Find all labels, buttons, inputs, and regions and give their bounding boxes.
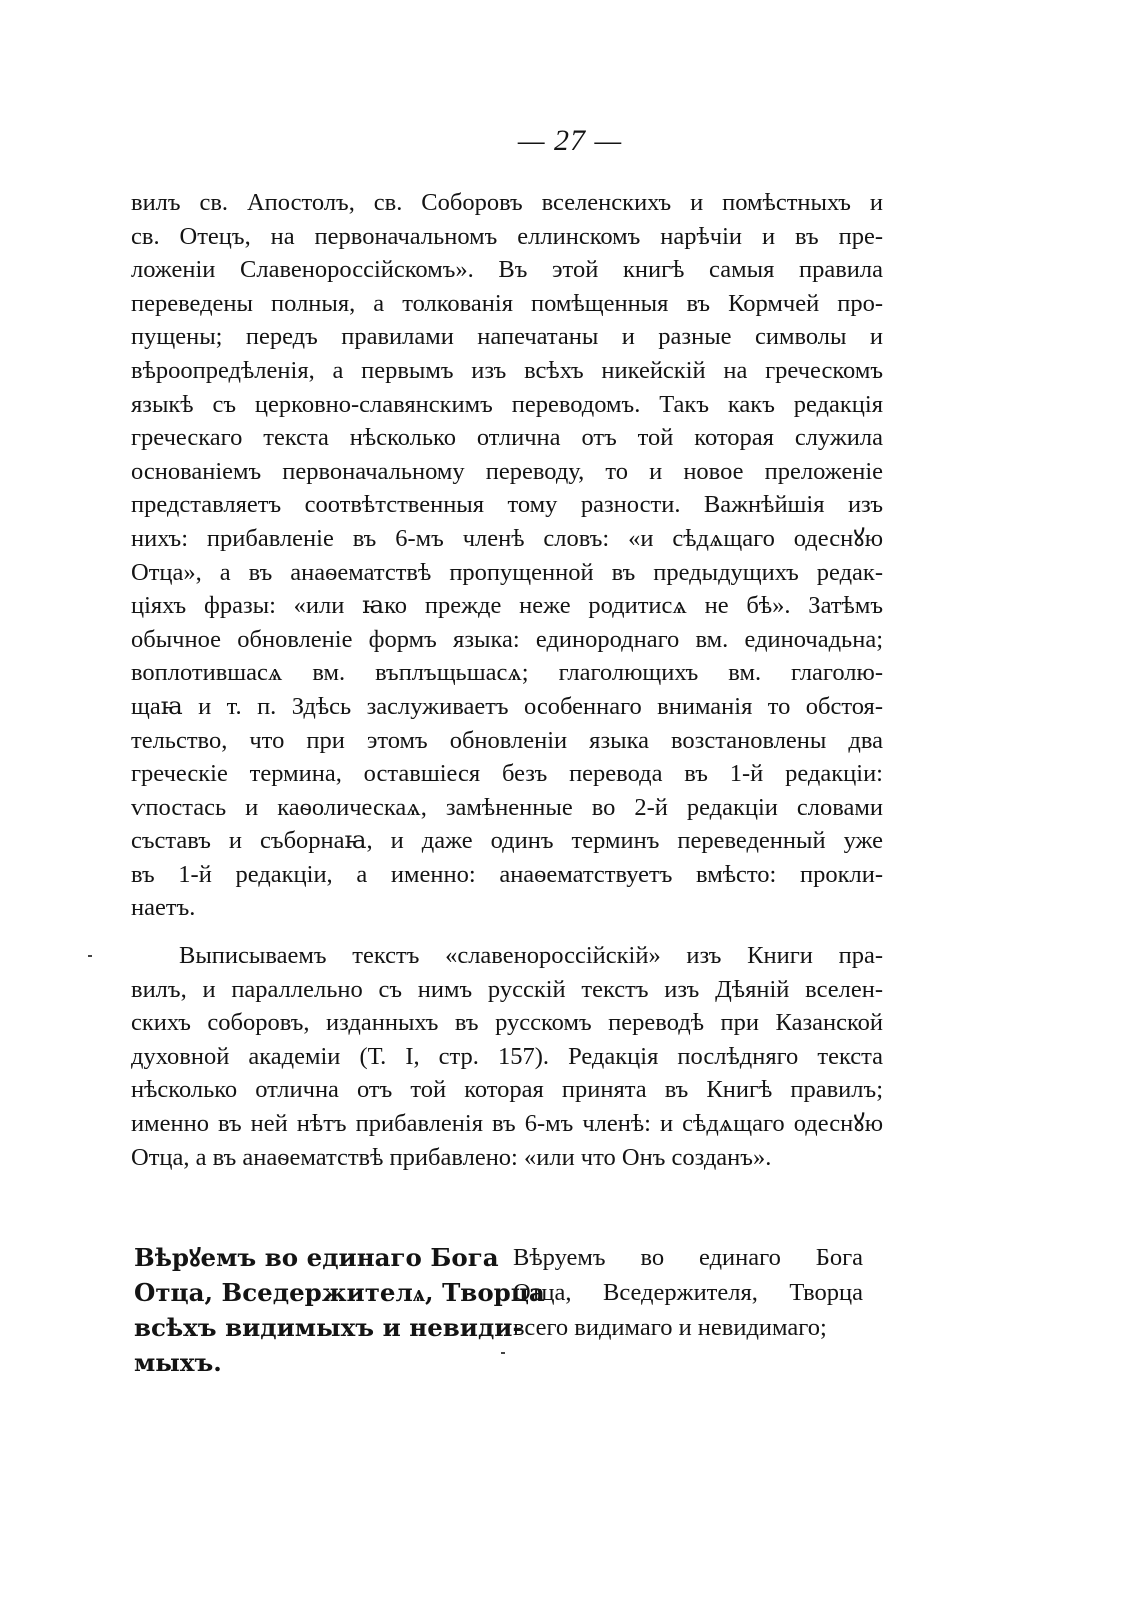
column-line: всѣхъ видимыхъ и невиди- (134, 1313, 523, 1342)
main-text (131, 186, 883, 1174)
column-line: всего видимаго и невидимаго; (513, 1314, 827, 1341)
text-line: съставъ и съборнаꙗ, и даже одинъ терминъ переведенный уже (131, 827, 883, 855)
text-line: греческаго текста нѣсколько отлична отъ той которая служила (131, 424, 883, 452)
text-line: Отца, а въ анаѳематствѣ прибавлено: «или что Онъ созданъ». (131, 1143, 772, 1171)
text-line: скихъ соборовъ, изданныхъ въ русскомъ переводѣ при Казанской (131, 1009, 883, 1037)
paragraph-1 (131, 186, 883, 925)
text-line: воплотившасѧ вм. въплъщьшасѧ; глаголющихъ вм. глаголю- (131, 659, 883, 687)
text-line: св. Отецъ, на первоначальномъ еллинскомъ нарѣчіи и въ пре- (131, 222, 883, 250)
text-line: Выписываемъ текстъ «славенороссійскій» изъ Книги пра- (179, 942, 883, 970)
text-line: основаніемъ первоначальному переводу, то и новое преложеніе (131, 457, 883, 485)
text-line: ціяхъ фразы: «или ꙗко прежде неже родитисѧ не бѣ». Затѣмъ (131, 592, 883, 620)
print-speck (88, 955, 92, 957)
text-line: пущены; передъ правилами напечатаны и разные символы и (131, 323, 883, 351)
column-line: Вѣрꙋемъ во единаго Бога (134, 1243, 499, 1272)
column-line: Отца, Вседержителя, Творца (513, 1279, 863, 1306)
text-line: Отца», а въ анаѳематствѣ пропущенной въ предыдущихъ редак- (131, 558, 883, 586)
text-line: щаꙗ и т. п. Здѣсь заслуживаетъ особеннаго вниманія то обстоя- (131, 692, 883, 720)
text-line: тельство, что при этомъ обновленіи языка возстановлены два (131, 726, 883, 754)
text-line: переведены полныя, а толкованія помѣщенныя въ Кормчей про- (131, 289, 883, 317)
paragraph-2 (131, 939, 883, 1174)
column-line: Вѣруемъ во единаго Бога (513, 1244, 863, 1271)
russian-column (513, 1240, 863, 1345)
column-line: Отца, Вседержителѧ, Творца (134, 1278, 545, 1307)
text-line: представляетъ соотвѣтственныя тому разности. Важнѣйшія изъ (131, 491, 883, 519)
column-line: мыхъ. (134, 1348, 222, 1377)
text-line: нихъ: прибавленіе въ 6-мъ членѣ словъ: «и сѣдѧщаго одеснꙋю (131, 524, 883, 552)
print-speck (501, 1352, 505, 1354)
text-line: наетъ. (131, 894, 196, 922)
text-line: вилъ, и параллельно съ нимъ русскій текстъ изъ Дѣяній вселен- (131, 975, 883, 1003)
text-line: нѣсколько отлична отъ той которая принята въ Книгѣ правилъ; (131, 1076, 883, 1104)
text-line: въ 1-й редакціи, а именно: анаѳематствуетъ вмѣсто: прокли- (131, 860, 883, 888)
text-line: вѣроопредѣленія, а первымъ изъ всѣхъ никейскій на греческомъ (131, 356, 883, 384)
text-line: ложеніи Славенороссійскомъ». Въ этой книгѣ самыя правила (131, 256, 883, 284)
paragraph-gap (131, 925, 883, 939)
text-line: языкѣ съ церковно-славянскимъ переводомъ. Такъ какъ редакція (131, 390, 883, 418)
page-number: — 27 — (517, 124, 623, 157)
text-line: именно въ ней нѣтъ прибавленія въ 6-мъ членѣ: и сѣдѧщаго одеснꙋю (131, 1110, 883, 1138)
text-line: вилъ св. Апостолъ, св. Соборовъ вселенскихъ и помѣстныхъ и (131, 189, 883, 216)
text-line: ѵпостась и каѳолическаѧ, замѣненные во 2-й редакціи словами (131, 793, 883, 821)
church-slavonic-column (134, 1240, 545, 1380)
text-line: духовной академіи (Т. I, стр. 157). Редакція послѣдняго текста (131, 1042, 883, 1070)
text-line: обычное обновленіе формъ языка: единороднаго вм. единочадьна; (131, 625, 883, 653)
text-line: греческіе термина, оставшіеся безъ перевода въ 1-й редакціи: (131, 760, 883, 788)
